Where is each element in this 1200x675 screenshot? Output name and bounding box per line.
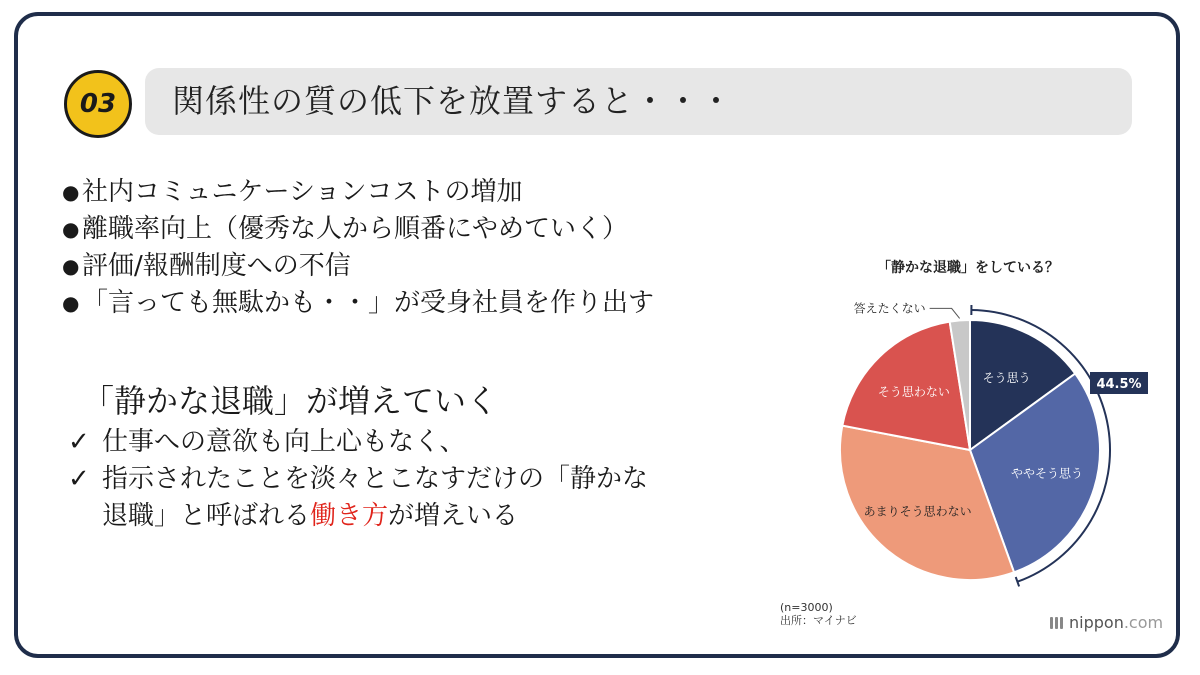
bullet-list [62, 174, 654, 322]
pie-slices [840, 320, 1100, 580]
leader-line [930, 308, 960, 318]
logo-main: nippon [1069, 613, 1124, 632]
check-list [68, 424, 662, 535]
pie-chart [760, 250, 1180, 600]
slice-label: ややそう思う [1011, 466, 1084, 481]
bullet-text: 離職率向上（優秀な人から順番にやめていく） [82, 214, 629, 244]
bullet-text: 評価/報酬制度への不信 [82, 251, 351, 281]
bullet-dot-icon: ● [62, 180, 80, 204]
slide-title: 関係性の質の低下を放置すると・・・ [172, 82, 734, 120]
check-item [68, 424, 662, 461]
checkmark-icon: ✓ [68, 464, 90, 494]
slice-label: そう思わない [877, 385, 950, 400]
check-text-post: が増えいる [388, 501, 519, 531]
bullet-text: 社内コミュニケーションコストの増加 [82, 177, 523, 207]
slice-label: 答えたくない [853, 301, 926, 316]
logo-mark-icon [1050, 617, 1063, 629]
check-text: 仕事への意欲も向上心もなく、 [102, 427, 466, 457]
bullet-dot-icon: ● [62, 291, 80, 315]
checkmark-icon: ✓ [68, 427, 90, 457]
check-item [68, 461, 662, 535]
bullet-dot-icon: ● [62, 254, 80, 278]
bullet-item [62, 174, 654, 211]
slice-label: そう思う [982, 371, 1031, 386]
check-text-highlight: 働き方 [310, 501, 389, 531]
sample-size: (n=3000) [780, 601, 833, 614]
bullet-text: 「言っても無駄かも・・」が受身社員を作り出す [82, 288, 655, 318]
bullet-item [62, 285, 654, 322]
check-text-pre: 指示されたことを淡々とこなすだけの「静かな退職」と呼ばれる [102, 464, 649, 531]
bullet-item [62, 211, 654, 248]
chart-source: 出所：マイナビ [780, 614, 857, 627]
quiet-quitting-heading: 「静かな退職」が増えていく [82, 382, 499, 420]
chart-title: 「静かな退職」をしている？ [877, 260, 1059, 276]
bullet-item [62, 248, 654, 285]
bracket-label: 44.5% [1096, 377, 1142, 392]
section-number-badge: 03 [64, 70, 132, 138]
logo-suffix: .com [1123, 613, 1164, 632]
slice-label: あまりそう思わない [863, 504, 972, 519]
nippon-logo [1050, 613, 1163, 632]
chart-note [780, 601, 857, 627]
bullet-dot-icon: ● [62, 217, 80, 241]
check-text [102, 461, 662, 535]
